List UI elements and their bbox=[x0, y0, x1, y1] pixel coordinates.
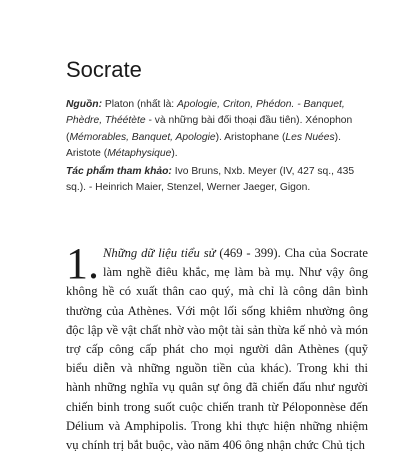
body-line: trợ cấp công cấp phát cho mọi người dân Athènes (quỹ bbox=[66, 342, 368, 357]
chapter-title: Socrate bbox=[66, 57, 142, 82]
sources-paragraph bbox=[66, 97, 368, 163]
body-line-text: (469 - 399). Cha của Socrate bbox=[215, 246, 368, 260]
sources-text: ). Aristote ( bbox=[66, 131, 341, 160]
body-line: thường của Athènes. Với một lối sống khiêm nhường ông bbox=[66, 303, 368, 318]
body-line: chiến binh trong suốt cuộc chiến tranh từ Péloponnèse đến bbox=[66, 399, 368, 414]
body-text bbox=[66, 239, 368, 455]
references-paragraph bbox=[66, 164, 368, 197]
body-line: hành những nghĩa vụ quân sự ông đã chiến đấu như người bbox=[66, 380, 368, 395]
sources-text: Platon (nhất là: bbox=[102, 99, 178, 110]
body-line: vụ chính trị bắt buộc, vào năm 406 ông nhận chức Chủ tịch bbox=[66, 438, 365, 453]
references-label: Tác phẩm tham khảo: bbox=[66, 165, 172, 177]
body-line: Délium và Amphipolis. Trong khi thực hiện những nhiệm bbox=[66, 418, 368, 433]
sources-works-aristote: Métaphysique bbox=[107, 148, 172, 160]
body-line: độc lập về vật chất nhờ vào một tài sản thừa kế nhỏ và món bbox=[66, 322, 368, 337]
section-number-dropcap: 1. bbox=[66, 239, 99, 288]
body-line: biểu diễn và những nguồn tiền của khác). Trong khi thi bbox=[66, 361, 368, 376]
section-heading-italic: Những dữ liệu tiểu sử bbox=[103, 246, 216, 260]
sources-block bbox=[66, 97, 368, 196]
body-line: không hề có xuất thân cao quý, mà chỉ là công dân bình bbox=[66, 284, 368, 299]
sources-works-platon: Apologie, Criton, Phédon. - Banquet, Phèdre, Théétète bbox=[66, 99, 345, 127]
sources-text: - và những bài đối thoại đầu tiên). Xénophon ( bbox=[66, 115, 353, 143]
sources-text: ). Aristophane ( bbox=[215, 131, 286, 143]
sources-works-aristophane: Les Nuées bbox=[285, 131, 335, 143]
sources-works-xenophon: Mémorables, Banquet, Apologie bbox=[69, 131, 216, 143]
body-line: làm nghề điêu khắc, mẹ làm bà mụ. Như vậy ông bbox=[103, 265, 368, 280]
sources-label: Nguồn: bbox=[66, 99, 103, 110]
body-line bbox=[66, 244, 368, 263]
sources-text: ). bbox=[171, 148, 178, 160]
references-text: Ivo Bruns, Nxb. Meyer (IV, 427 sq., 435 sq.). - Heinrich Maier, Stenzel, Werner Jaeger, Gigon. bbox=[66, 165, 355, 194]
